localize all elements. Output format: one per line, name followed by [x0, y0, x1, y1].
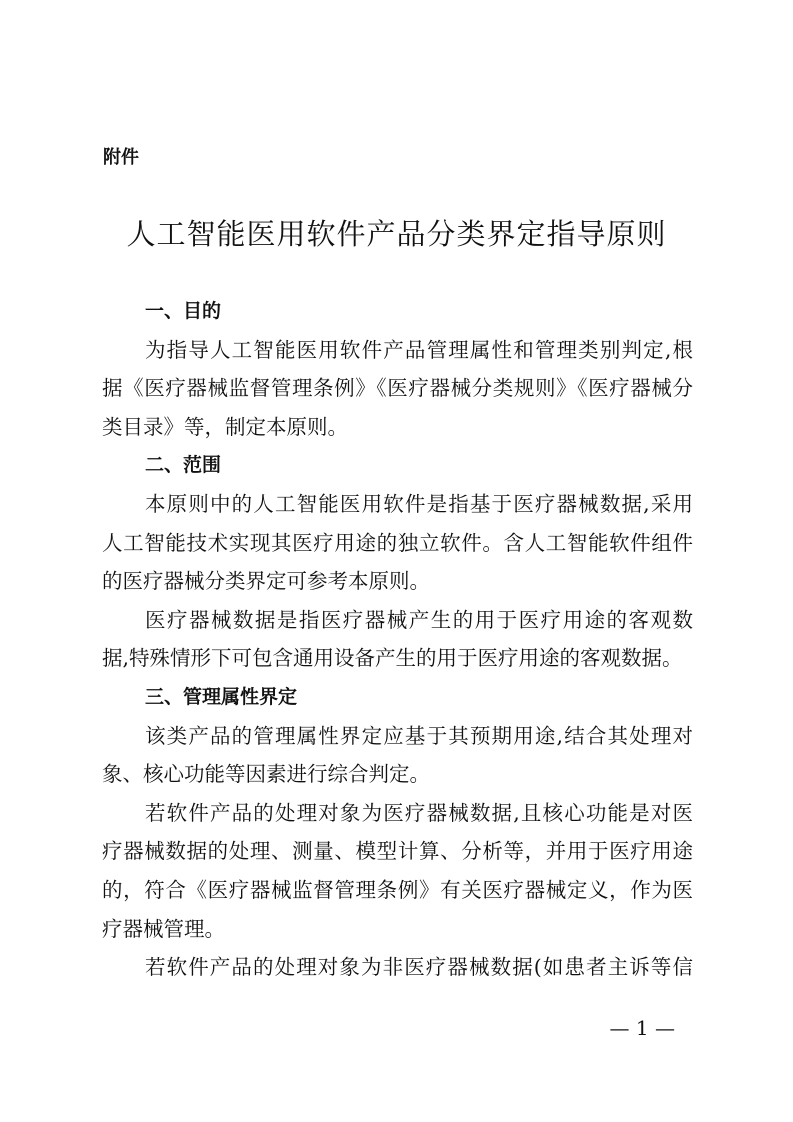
document-title: 人工智能医用软件产品分类界定指导原则: [126, 217, 667, 251]
paragraph-line: 的医疗器械分类界定可参考本原则。: [102, 569, 430, 594]
page-number: — 1 —: [609, 1016, 675, 1040]
paragraph-line: 疗器械数据的处理、测量、模型计算、分析等，并用于医疗用途: [102, 839, 693, 864]
paragraph-line: 为指导人工智能医用软件产品管理属性和管理类别判定,根: [145, 337, 693, 362]
section-heading: 一、目的: [145, 300, 222, 322]
section-heading: 三、管理属性界定: [145, 685, 298, 708]
paragraph-line: 若软件产品的处理对象为医疗器械数据,且核心功能是对医: [145, 800, 693, 825]
paragraph-line: 据,特殊情形下可包含通用设备产生的用于医疗用途的客观数据。: [102, 646, 683, 671]
paragraph-line: 该类产品的管理属性界定应基于其预期用途,结合其处理对: [145, 723, 693, 748]
paragraph-line: 象、核心功能等因素进行综合判定。: [102, 762, 430, 787]
paragraph-line: 据《医疗器械监督管理条例》《医疗器械分类规则》《医疗器械分: [102, 376, 693, 401]
document-body: [102, 292, 693, 987]
section-heading: 二、范围: [145, 454, 222, 477]
paragraph-line: 类目录》等，制定本原则。: [102, 414, 348, 439]
paragraph-line: 的，符合《医疗器械监督管理条例》有关医疗器械定义，作为医: [102, 877, 693, 902]
paragraph-line: 本原则中的人工智能医用软件是指基于医疗器械数据,采用: [145, 491, 693, 516]
attachment-label: 附件: [103, 147, 139, 168]
paragraph-line: 人工智能技术实现其医疗用途的独立软件。含人工智能软件组件: [102, 530, 693, 555]
paragraph-line: 疗器械管理。: [102, 916, 225, 941]
paragraph-line: 医疗器械数据是指医疗器械产生的用于医疗用途的客观数: [145, 607, 693, 632]
paragraph-line: 若软件产品的处理对象为非医疗器械数据(如患者主诉等信: [145, 955, 693, 980]
